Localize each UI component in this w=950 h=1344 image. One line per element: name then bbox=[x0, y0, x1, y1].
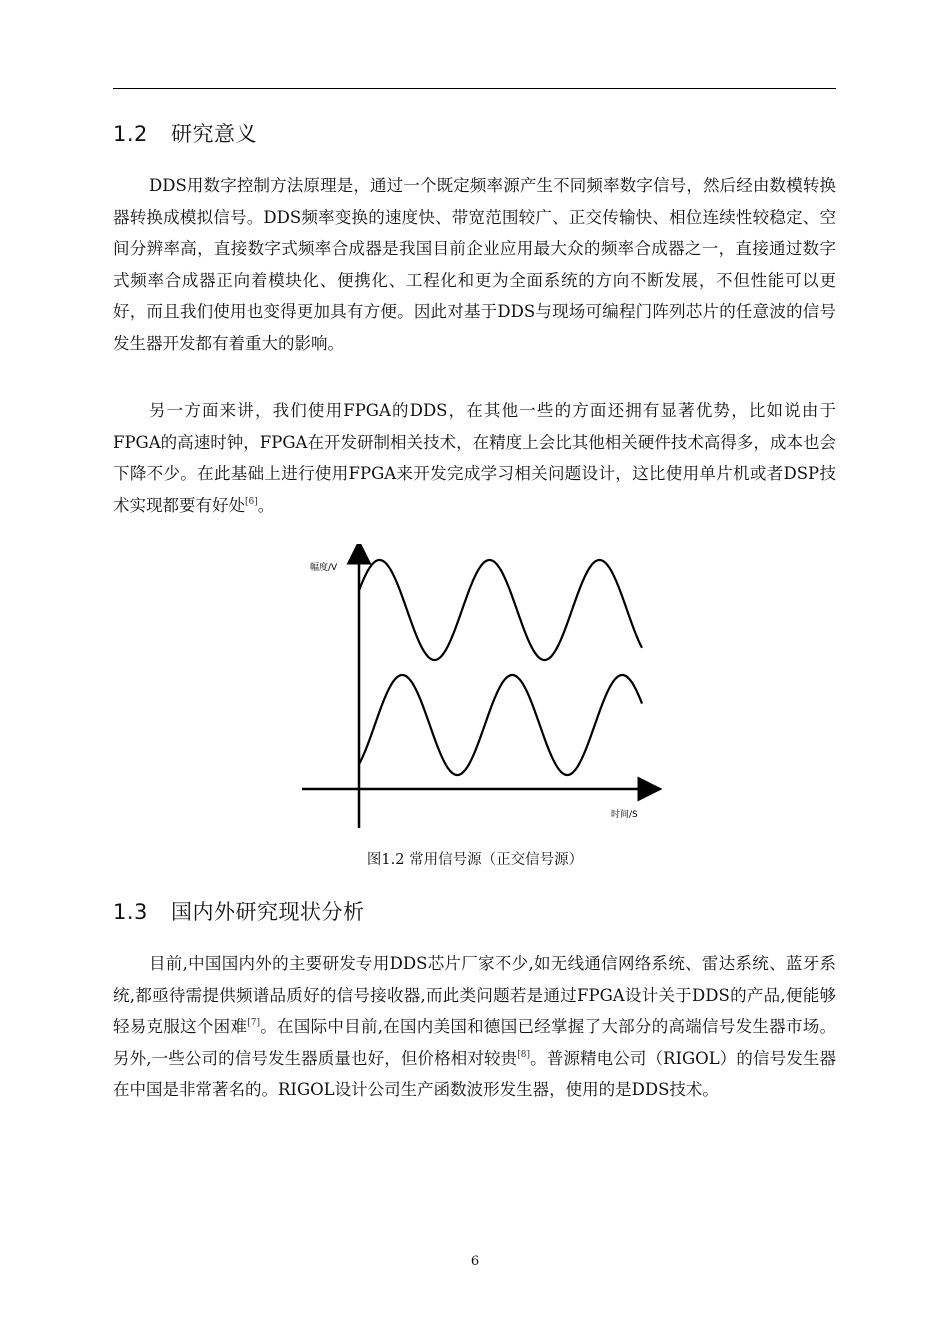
citation-ref: [8] bbox=[517, 1049, 530, 1060]
section-title: 国内外研究现状分析 bbox=[171, 900, 365, 924]
section-heading-1-2 bbox=[113, 118, 257, 148]
paragraph-text: 目前,中国国内外的主要研发专用DDS芯片厂家不少,如无线通信网络系统、雷达系统、蓝牙系统,都亟待需提供频谱品质好的信号接收器,而此类问题若是通过FPGA设计关于DDS的产品,便能够轻易克服这个困难 bbox=[113, 954, 836, 1036]
section-number: 1.2 bbox=[113, 122, 148, 146]
citation-ref: [6] bbox=[245, 496, 258, 507]
section-number: 1.3 bbox=[113, 900, 148, 924]
figure-caption: 图1.2 常用信号源（正交信号源） bbox=[366, 852, 584, 868]
section-heading-1-3 bbox=[113, 896, 365, 926]
paragraph-status-analysis bbox=[113, 948, 836, 1106]
paragraph-significance-2 bbox=[113, 395, 836, 521]
x-axis-label: 时间/S bbox=[611, 810, 638, 820]
y-axis-label: 幅度/V bbox=[310, 563, 338, 573]
section-title: 研究意义 bbox=[171, 122, 257, 146]
paragraph-text: 。普源精电公司（RIGOL）的信号发生器在中国是非常著名的。RIGOL设计公司生产函数波形发生器，使用的是DDS技术。 bbox=[113, 1048, 836, 1099]
sine-wave-series bbox=[359, 560, 642, 660]
quadrature-signal-figure bbox=[298, 544, 662, 834]
paragraph-text: 。在国际中目前,在国内美国和德国已经掌握了大部分的高端信号发生器市场。另外,一些公司的信号发生器质量也好，但价格相对较贵 bbox=[113, 1017, 836, 1068]
page-number: 6 bbox=[470, 1254, 480, 1269]
paragraph-significance-1: DDS用数字控制方法原理是，通过一个既定频率源产生不同频率数字信号，然后经由数模转换器转换成模拟信号。DDS频率变换的速度快、带宽范围较广、正交传输快、相位连续性较稳定、空间分辨率高，直接数字式频率合成器是我国目前企业应用最大众的频率合成器之一，直接通过数字式频率合成器正向着模块化、便携化、工程化和更为全面系统的方向不断发展，不但性能可以更好，而且我们使用也变得更加具有方便。因此对基于DDS与现场可编程门阵列芯片的任意波的信号发生器开发都有着重大的影响。 bbox=[113, 176, 836, 353]
cosine-wave-series bbox=[359, 675, 642, 775]
paragraph-text: 另一方面来讲，我们使用FPGA的DDS，在其他一些的方面还拥有显著优势，比如说由于FPGA的高速时钟，FPGA在开发研制相关技术，在精度上会比其他相关硬件技术高得多，成本也会下降不少。在此基础上进行使用FPGA来开发完成学习相关问题设计，这比使用单片机或者DSP技术实现都要有好处 bbox=[113, 401, 836, 515]
citation-ref: [7] bbox=[247, 1018, 260, 1028]
paragraph-end: 。 bbox=[257, 495, 275, 515]
header-rule bbox=[113, 88, 836, 89]
